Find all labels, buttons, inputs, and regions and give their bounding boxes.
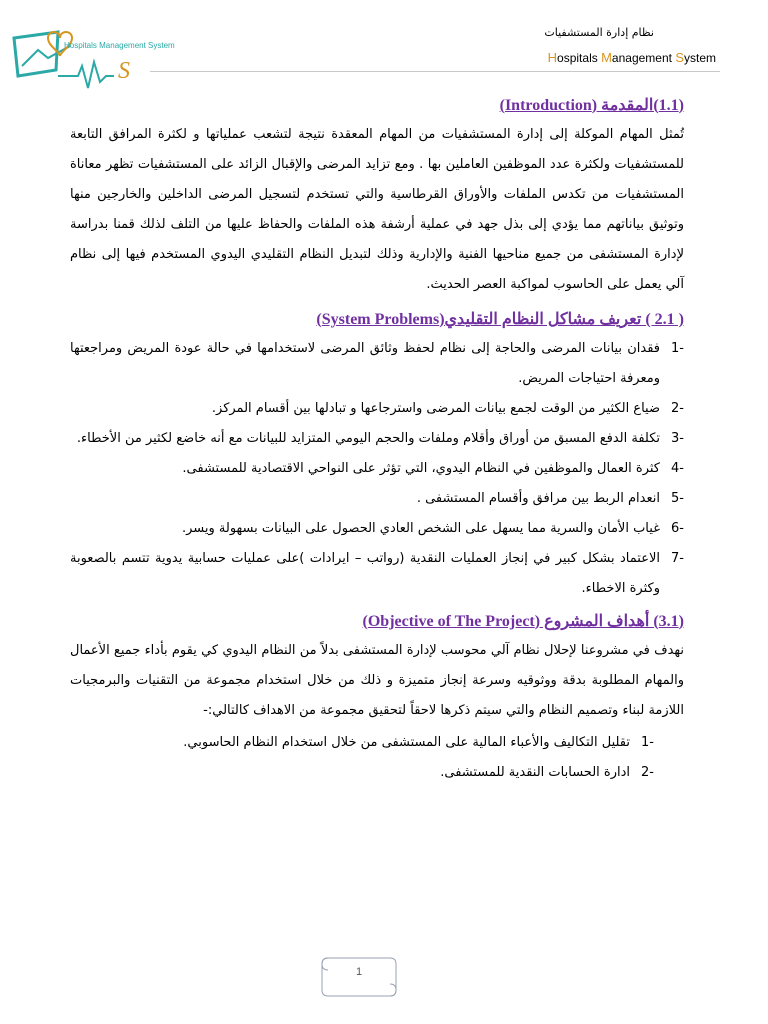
item-number: -4 [671,461,684,476]
item-text: انعدام الربط بين مرافق وأقسام المستشفى . [416,491,660,506]
item-number: -1 [641,735,654,750]
header-word-ystem: ystem [683,51,716,65]
svg-text:S: S [118,58,130,84]
list-item [70,514,684,544]
item-text: فقدان بيانات المرضى والحاجة إلى نظام لحفظ وثائق المرضى لاستخدامها في حالة عودة المريض ومراجعتها ومعرفة احتياجات المريض. [70,341,660,386]
header-word-ospitals: ospitals [557,51,602,65]
problems-list [70,334,684,604]
svg-text:Hospitals Management System: Hospitals Management System [64,41,175,50]
header-title-english [548,50,716,65]
item-text: ادارة الحسابات النقدية للمستشفى. [440,765,630,780]
header-title-arabic: نظام إدارة المستشفيات [544,26,654,39]
item-number: -5 [671,491,684,506]
list-item [70,758,684,788]
section-heading-objectives: (3.1) أهداف المشروع (Objective of The Project) [362,613,684,630]
header-word-anagement: anagement [611,51,676,65]
header-letter-s: S [675,50,684,65]
page-number-scroll [318,952,400,1002]
item-number: -7 [671,551,684,566]
item-text: ضياع الكثير من الوقت لجمع بيانات المرضى واسترجاعها و تبادلها بين أقسام المركز. [211,401,660,416]
list-item [70,484,684,514]
item-text: غياب الأمان والسرية مما يسهل على الشخص العادي الحصول على البيانات بسهولة ويسر. [181,521,660,536]
item-text: الاعتماد بشكل كبير في إنجاز العمليات النقدية (رواتب – ايرادات )على عمليات حسابية يدوية تتسم بالصعوبة وكثرة الاخطاء. [70,551,660,596]
list-item [70,394,684,424]
document-body [70,92,684,788]
list-item [70,728,684,758]
item-number: -3 [671,431,684,446]
header-divider [150,71,720,72]
item-number: -2 [671,401,684,416]
hospital-logo [8,26,175,96]
item-text: تكلفة الدفع المسبق من أوراق وأقلام وملفات والحجم اليومي المتزايد للبيانات مع أنه خاضع لكثير من الأخطاء. [76,431,660,446]
section-heading-introduction: (1.1)المقدمة (Introduction) [499,97,684,114]
objectives-paragraph: نهدف في مشروعنا لإحلال نظام آلي محوسب لإدارة المستشفى بدلاً من النظام اليدوي كي يقوم بأداء جميع الأعمال والمهام المطلوبة بدقة ووثوقيه وسرعة إنجاز متميزة و ذلك من خلال استخدام مجموعة من التقنيات والبرمجيات اللازمة لبناء وتصميم النظام والتي سيتم ذكرها لاحقاً لتحقيق مجموعة من الاهداف كالتالي:- [70,643,684,718]
header-letter-h: H [547,50,558,65]
page-header [0,0,768,100]
introduction-paragraph: تُمثل المهام الموكلة إلى إدارة المستشفيات من المهام المعقدة نتيجة لتشعب عملياتها و لكثرة المرافق التابعة للمستشفيات ولكثرة عدد الموظفين العاملين بها . ومع تزايد المرضى والإقبال الزائد على المستشفيات تظهر معاناة المستشفيات من تكدس الملفات والأوراق القرطاسية والتي تستخدم لتسجيل المرضى الداخلين والخارجين منها وتوثيق بياناتهم مما يؤدي إلى بذل جهد في عملية أرشفة هذه الملفات والحفاظ عليها من التلف لذلك قمنا بدراسة لإدارة المستشفى من جميع مناحيها الفنية والإدارية وذلك لتبديل النظام التقليدي اليدوي المستخدم فيها إلى نظام آلي يعمل على الحاسوب لمواكبة العصر الحديث. [70,127,684,292]
list-item [70,454,684,484]
item-number: -2 [641,765,654,780]
list-item [70,334,684,394]
item-text: تقليل التكاليف والأعباء المالية على المستشفى من خلال استخدام النظام الحاسوبي. [183,735,630,750]
objectives-list [70,728,684,788]
section-heading-system-problems: ( 2.1 ) تعريف مشاكل النظام التقليدي(System Problems) [316,311,684,328]
item-number: -1 [671,341,684,356]
list-item [70,544,684,604]
item-number: -6 [671,521,684,536]
item-text: كثرة العمال والموظفين في النظام اليدوي، التي تؤثر على النواحي الاقتصادية للمستشفى. [182,461,660,476]
list-item [70,424,684,454]
header-letter-m: M [601,50,612,65]
page-number: 1 [355,966,363,978]
